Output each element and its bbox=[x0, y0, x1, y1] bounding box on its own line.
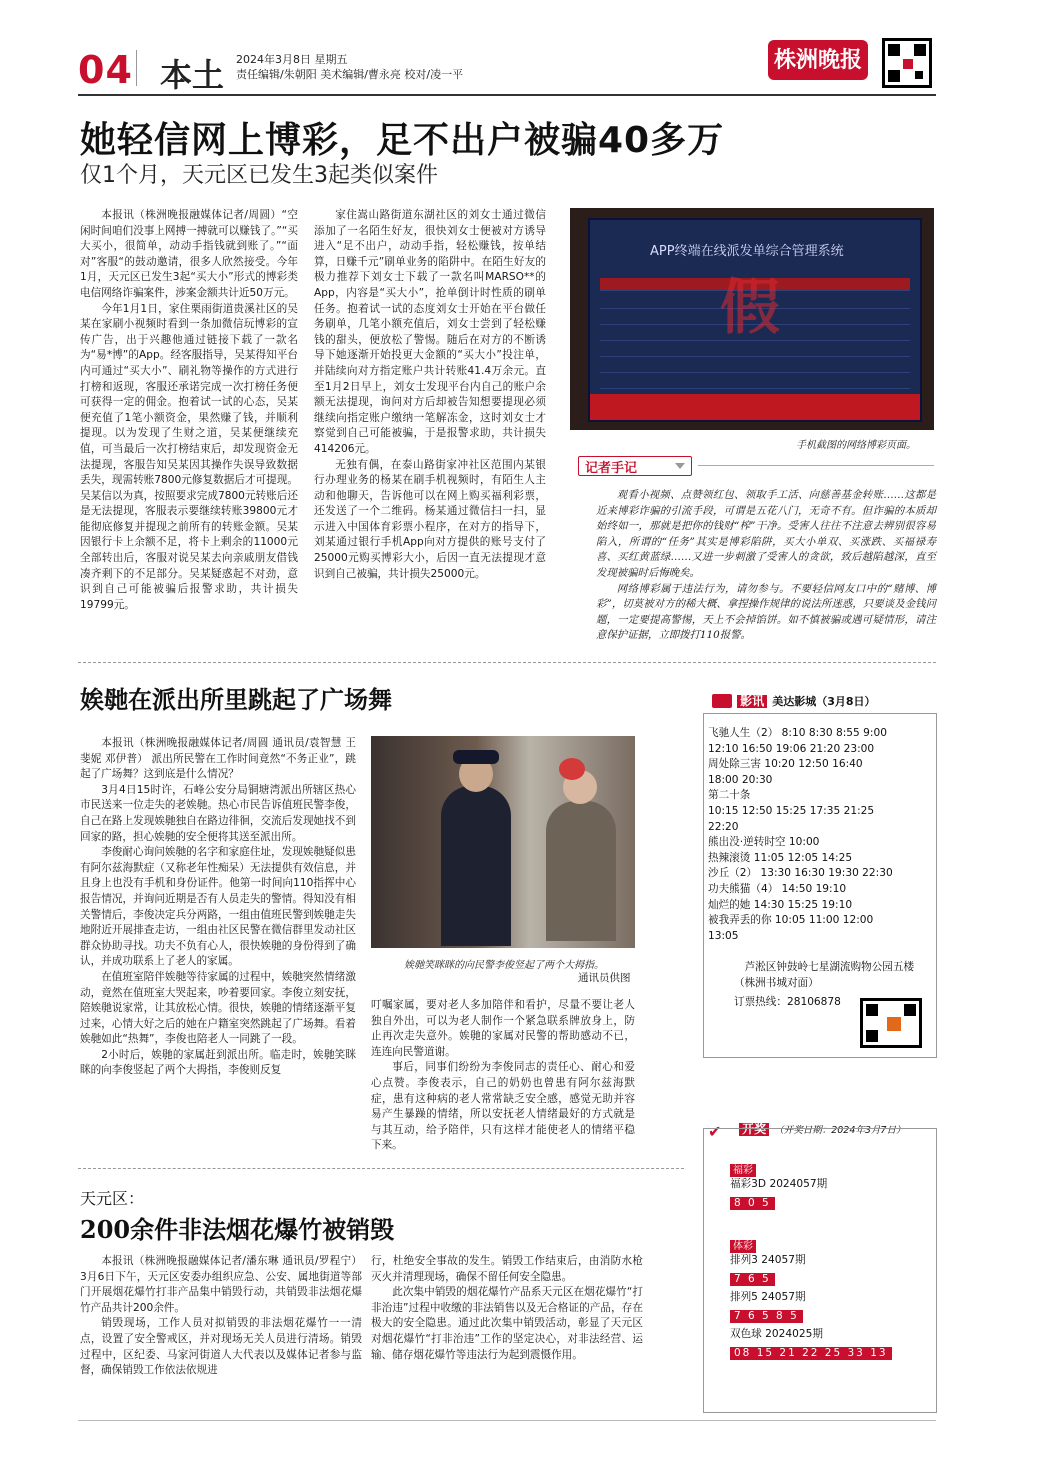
police-dance-photo bbox=[371, 736, 635, 948]
lead-subhead: 仅1个月，天元区已发生3起类似案件 bbox=[80, 163, 438, 188]
page-number: 04 bbox=[78, 48, 133, 92]
note-rule bbox=[698, 465, 934, 466]
section-divider bbox=[78, 1168, 684, 1169]
header-meta bbox=[236, 52, 463, 82]
qr-code-icon bbox=[882, 38, 932, 88]
movie-schedule bbox=[708, 726, 932, 944]
lottery-game-name: 福彩3D 2024057期 bbox=[730, 1178, 828, 1190]
story3-kicker: 天元区： bbox=[80, 1189, 145, 1208]
lottery-numbers: 8 0 5 bbox=[730, 1197, 775, 1210]
paragraph: 此次集中销毁的烟花爆竹产品系天元区在烟花爆竹“打非治违”过程中收缴的非法销售以及无合格证的产品，存在极大的安全隐患。通过此次集中销毁活动，彰显了天元区对烟花爆竹“打非治违”工作的坚定决心，对非法经营、运输、储存烟花爆竹等违法行为起到震慑作用。 bbox=[371, 1286, 643, 1361]
movie-label: 影讯 bbox=[737, 695, 767, 708]
lead-column-1 bbox=[80, 208, 298, 613]
masthead-logo: 株洲晚报 bbox=[768, 40, 868, 80]
schedule-line: 18:00 20:30 bbox=[708, 773, 773, 786]
editors-line: 责任编辑/朱朝阳 美术编辑/曹永亮 校对/凌一平 bbox=[236, 68, 464, 81]
paragraph: 本报讯（株洲晚报融媒体记者/周圆 通讯员/袁智慧 王斐妮 邓伊普） 派出所民警在工作时间竟然“不务正业”，跳起了广场舞？这到底是什么情况？ bbox=[80, 737, 356, 781]
header-divider bbox=[136, 50, 137, 86]
paragraph: 行，杜绝安全事故的发生。销毁工作结束后，由消防水枪灭火并清理现场，确保不留任何安全隐患。 bbox=[371, 1255, 643, 1283]
paragraph: 2小时后，娭毑的家属赶到派出所。临走时，娭毑笑眯眯的向李俊竖起了两个大拇指，李俊则反复 bbox=[80, 1048, 356, 1077]
section-title: 本土 bbox=[160, 56, 225, 94]
section-divider bbox=[78, 662, 936, 663]
date-line: 2024年3月8日 星期五 bbox=[236, 53, 348, 66]
story3-column-1 bbox=[80, 1254, 362, 1379]
schedule-line: 22:20 bbox=[708, 820, 739, 833]
story2-column-1 bbox=[80, 736, 356, 1079]
paragraph: 无独有偶，在泰山路街家冲社区范围内某银行办理业务的杨某在刷手机视频时，有陌生人主动和他聊天，告诉他可以在网上购买福利彩票，还发送了一个二维码。杨某通过微信扫一扫，显示进入中国体育彩票小程序，在对方的指导下，刘某通过银行手机App向对方提供的账号支付了25000元购买博彩大小，后因一直无法提现才意识到自己被骗，共计损失25000元。 bbox=[314, 458, 546, 580]
schedule-line: 13:05 bbox=[708, 929, 739, 942]
lottery-game-name: 双色球 2024025期 bbox=[730, 1328, 823, 1340]
paragraph: 在值班室陪伴娭毑等待家属的过程中，娭毑突然情绪激动，竟然在值班室大哭起来，吵着要回家。李俊立刻安抚，陪娭毑说家常，让其放松心情。很快，娭毑的情绪逐渐平复过来，心情大好之后的她在户籍室突然跳起了广场舞。看着娭毑如此“热舞”，李俊也陪老人一同跳了一段。 bbox=[80, 970, 356, 1046]
screen-title: APP终端在线派发单综合管理系统 bbox=[650, 244, 844, 259]
lottery-numbers: 7 6 5 bbox=[730, 1273, 775, 1286]
header-rule bbox=[78, 94, 936, 96]
paragraph: 事后，同事们纷纷为李俊同志的责任心、耐心和爱心点赞。李俊表示，自己的奶奶也曾患有阿尔兹海默症，患有这种病的老人常常缺乏安全感，感觉无助并容易产生暴躁的情绪，所以安抚老人情绪最好的方式就是与其互动，给予陪伴，只有这样才能使老人的情绪平稳下来。 bbox=[371, 1061, 635, 1152]
police-officer-figure bbox=[441, 786, 511, 946]
photo2-caption: 娭毑笑眯眯的向民警李俊竖起了两个大拇指。 bbox=[404, 960, 604, 971]
schedule-line: 被我弄丢的你 10:05 11:00 12:00 bbox=[708, 914, 874, 927]
photo-caption: 手机截图的网络博彩页面。 bbox=[796, 440, 916, 451]
paragraph: 叮嘱家属，要对老人多加陪伴和看护，尽量不要让老人独自外出，可以为老人制作一个紧急联系牌放身上，防止再次走失意外。娭毑的家属对民警的帮助感动不已，连连向民警道谢。 bbox=[371, 999, 635, 1058]
booking-hotline: 订票热线：28106878 bbox=[734, 996, 841, 1008]
lottery-game-name: 排列5 24057期 bbox=[730, 1291, 806, 1303]
schedule-line: 沙丘（2） 13:30 16:30 19:30 22:30 bbox=[708, 867, 893, 880]
lead-headline: 她轻信网上博彩，足不出户被骗40多万 bbox=[80, 120, 725, 161]
footer-rule bbox=[78, 1420, 936, 1421]
elderly-woman-figure bbox=[546, 801, 616, 941]
note-label: 记者手记 bbox=[585, 461, 638, 476]
lead-column-2 bbox=[314, 208, 546, 582]
cinema-name: 美达影城（3月8日） bbox=[772, 695, 876, 708]
schedule-line: 飞驰人生（2） 8:10 8:30 8:55 9:00 bbox=[708, 727, 887, 739]
face-mask-emoji-icon bbox=[559, 758, 585, 780]
checkmark-icon: ✔ bbox=[708, 1121, 722, 1141]
lottery-label: 开奖 bbox=[739, 1123, 769, 1136]
film-camera-icon bbox=[712, 694, 732, 708]
paragraph: 销毁现场，工作人员对拟销毁的非法烟花爆竹一一清点，设置了安全警戒区，并对现场无关人员进行清场。销毁过程中，区纪委、马家河街道人大代表以及媒体记者参与监督，确保销毁工作依法依规进 bbox=[80, 1317, 362, 1377]
chevron-down-icon bbox=[675, 463, 685, 469]
lottery-group-tag: 福彩 bbox=[730, 1164, 756, 1177]
cinema-qr-code-icon bbox=[860, 998, 922, 1048]
schedule-line: 灿烂的她 14:30 15:25 19:10 bbox=[708, 898, 853, 911]
schedule-line: 10:15 12:50 15:25 17:35 21:25 bbox=[708, 804, 875, 817]
movie-header bbox=[712, 690, 934, 708]
lottery-game-name: 排列3 24057期 bbox=[730, 1254, 806, 1266]
story2-headline: 娭毑在派出所里跳起了广场舞 bbox=[80, 685, 392, 714]
paragraph: 观看小视频、点赞领红包、领取手工活、向慈善基金转账……这都是近来博彩诈骗的引流手段，可谓是五花八门，无奇不有。但诈骗的本质却始终如一，那就是把你的钱财“榨”干净。受害人往往不注意去辨别很容易陷入，所谓的“任务”其实是博彩陷阱，买大小单双、买涨跌、买福禄寿喜、买红黄蓝绿……又进一步刺激了受害人的贪欲，致后越陷越深，直至发现被骗时后悔晚矣。 bbox=[596, 489, 936, 579]
story2-column-2 bbox=[371, 998, 635, 1154]
schedule-line: 12:10 16:50 19:06 21:20 23:00 bbox=[708, 742, 875, 755]
paragraph: 本报讯（株洲晚报融媒体记者/周圆）“空闲时间咱们没事上网搏一搏就可以赚钱了。”“买大买小，很简单，动动手指钱就到账了。”“面对”客服“的鼓动邀请，很多人欣然接受。今年1月，天元区已发生3起“买大小”形式的博彩类电信网络诈骗案件，涉案金额共计近50万元。 bbox=[80, 209, 298, 299]
cinema-address: 芦淞区钟鼓岭七星湖流购物公园五楼（株洲书城对面） bbox=[734, 961, 915, 989]
paragraph: 3月4日15时许，石峰公安分局铜塘湾派出所辖区热心市民送来一位走失的老娭毑。热心市民告诉值班民警李俊，自己在路上发现娭毑独自在路边徘徊，交流后发现她找不到回家的路，担心娭毑的安全便将其送至派出所。 bbox=[80, 783, 356, 843]
story3-headline: 200余件非法烟花爆竹被销毁 bbox=[80, 1215, 395, 1244]
schedule-line: 第二十条 bbox=[708, 789, 751, 802]
paragraph: 今年1月1日，家住栗雨街道贵溪社区的吴某在家刷小视频时看到一条加微信玩博彩的宣传广告，出于兴趣他通过链接下载了一款名为“易*博”的App。经客服指导，吴某得知平台内可通过“买大小”、刷礼物等操作的方式进行打榜和返现，客服还承诺完成一次打榜任务便可获得一定的佣金。抱着试一试的心态，吴某便充值了1笔小额资金，果然赚了钱，并顺利提现。以为发现了生财之道，吴某便继续充值，可当最后一次打榜结束后，却发现资金无法提现，客服告知吴某因其操作失误导致数据丢失，现需转账7800元修复数据后才可提现。吴某信以为真，按照要求完成7800元转账后还是无法提现，客服表示要继续转账39800元才能彻底修复并提现之前所有的转账金额。吴某因银行卡上余额不足，将卡上剩余的11000元全部转出后，客服对说吴某去向亲戚朋友借钱凑齐剩下的不足部分。吴某疑惑起不对劲，意识到自己可能被骗后报警求助，共计损失19799元。 bbox=[80, 302, 298, 611]
schedule-line: 热辣滚烫 11:05 12:05 14:25 bbox=[708, 851, 853, 864]
reporter-note-tag bbox=[578, 456, 692, 476]
photo2-credit: 通讯员供图 bbox=[578, 972, 631, 984]
paragraph: 李俊耐心询问娭毑的名字和家庭住址，发现娭毑疑似患有阿尔兹海默症（又称老年性痴呆）无法提供有效信息，并且身上也没有手机和身份证件。他第一时间向110指挥中心报告情况，并询问近期是否有人员走失的警情。得知没有相关警情后，李俊决定兵分两路，一组由值班民警到娭毑走失地附近开展排查走访，一组由社区民警在微信群里发动社区群众协助寻找。功夫不负有心人，很快娭毑的身份得到了确认，并成功联系上了老人的家属。 bbox=[80, 846, 356, 968]
reporter-note bbox=[596, 488, 936, 644]
lottery-numbers: 08 15 21 22 25 33 13 bbox=[730, 1347, 892, 1360]
lottery-date: （开奖日期：2024年3月7日） bbox=[774, 1125, 906, 1136]
paragraph: 家住嵩山路街道东湖社区的刘女士通过微信添加了一名陌生好友，很快刘女士便被对方诱导进入“足不出户，动动手指，轻松赚钱，按单结算，日赚千元”刷单业务的陷阱中。在陌生好友的极力推荐下刘女士下载了一款名叫MARSO**的App，内容是“买大小”，抢单倒计时性质的刷单任务。抱着试一试的态度刘女士开始在平台做任务刷单，几笔小额充值后，刘女士尝到了轻松赚钱的甜头，便放松了警惕。随后在对方的不断诱导下她逐渐开始投更大金额的“买大小”投注单，并陆续向对方指定账户共计转账41.4万余元。直至1月2日早上，刘女士发现平台内自己的账户余额无法提现，询问对方后却被告知想要提现必须继续向指定账户缴纳一笔解冻金，这时刘女士才察觉到自己可能被骗，于是报警求助，共计损失414206元。 bbox=[314, 209, 546, 455]
schedule-line: 周处除三害 10:20 12:50 16:40 bbox=[708, 758, 863, 771]
lottery-results bbox=[730, 1158, 930, 1360]
lottery-group-tag: 体彩 bbox=[730, 1240, 756, 1253]
story3-column-2 bbox=[371, 1254, 643, 1363]
paragraph: 网络博彩属于违法行为，请勿参与。不要轻信网友口中的“赌博、博彩”，切莫被对方的稀大概、拿捏操作规律的说法所迷惑，只要谈及金钱问题，一定要提高警惕，天上不会掉馅饼。如不慎被骗或遇可疑情形，请注意保护证据，立即拨打110报警。 bbox=[596, 582, 936, 642]
paragraph: 本报讯（株洲晚报融媒体记者/潘东琳 通讯员/罗程宁） 3月6日下午，天元区安委办组织应急、公安、属地街道等部门开展烟花爆竹打非产品集中销毁行动，共销毁非法烟花爆竹产品共计200余件。 bbox=[80, 1255, 362, 1314]
phone-screenshot-photo bbox=[570, 208, 934, 430]
schedule-line: 熊出没·逆转时空 10:00 bbox=[708, 836, 820, 849]
schedule-line: 功夫熊猫（4） 14:50 19:10 bbox=[708, 882, 847, 895]
lottery-numbers: 7 6 5 8 5 bbox=[730, 1310, 803, 1323]
gambling-app-screen: APP终端在线派发单综合管理系统 假 bbox=[588, 218, 922, 422]
